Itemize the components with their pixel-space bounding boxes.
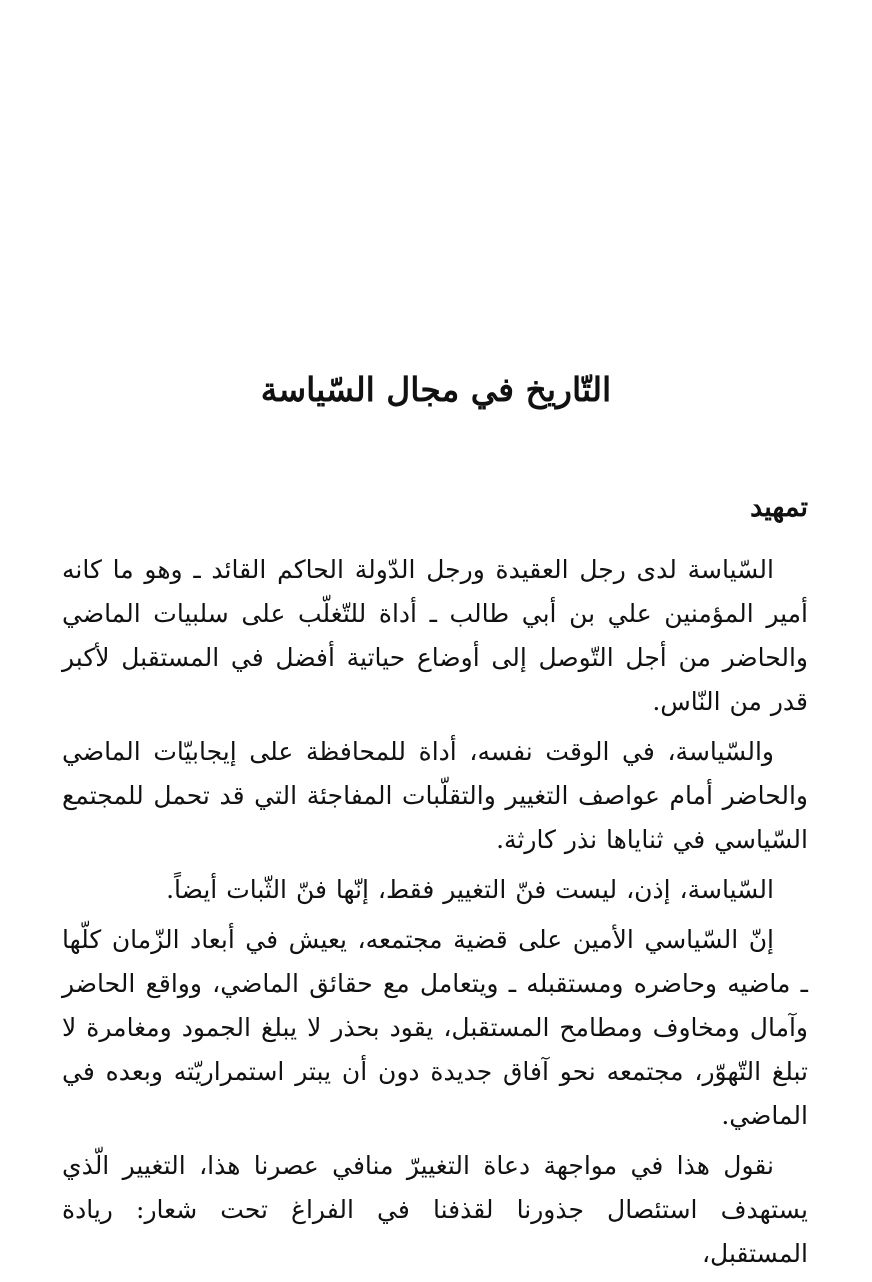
paragraph: والسّياسة، في الوقت نفسه، أداة للمحافظة على إيجابيّات الماضي والحاضر أمام عواصف التغيير والتقلّبات المفاجئة التي قد تحمل للمجتمع السّياسي في ثناياها نذر كارثة. bbox=[62, 737, 808, 854]
body-text bbox=[62, 548, 808, 1282]
section-heading: تمهيد bbox=[750, 492, 808, 523]
paragraph: نقول هذا في مواجهة دعاة التغييرّ منافي عصرنا هذا، التغيير الّذي يستهدف استئصال جذورنا لقذفنا في الفراغ تحت شعار: ريادة المستقبل، bbox=[62, 1151, 808, 1268]
paragraph: إنّ السّياسي الأمين على قضية مجتمعه، يعيش في أبعاد الزّمان كلّها ـ ماضيه وحاضره ومستقبله ـ ويتعامل مع حقائق الماضي، وواقع الحاضر وآمال ومخاوف ومطامح المستقبل، يقود بحذر لا يبلغ الجمود ومغامرة لا تبلغ التّهوّر، مجتمعه نحو آفاق جديدة دون أن يبتر استمراريّته وبعده في الماضي. bbox=[62, 925, 808, 1130]
paragraph: السّياسة، إذن، ليست فنّ التغيير فقط، إنّها فنّ الثّبات أيضاً. bbox=[166, 875, 774, 904]
paragraph: السّياسة لدى رجل العقيدة ورجل الدّولة الحاكم القائد ـ وهو ما كانه أمير المؤمنين علي بن أبي طالب ـ أداة للتّغلّب على سلبيات الماضي والحاضر من أجل التّوصل إلى أوضاع حياتية أفضل في المستقبل لأكبر قدر من النّاس. bbox=[62, 555, 808, 716]
chapter-title: التّاريخ في مجال السّياسة bbox=[260, 370, 612, 409]
